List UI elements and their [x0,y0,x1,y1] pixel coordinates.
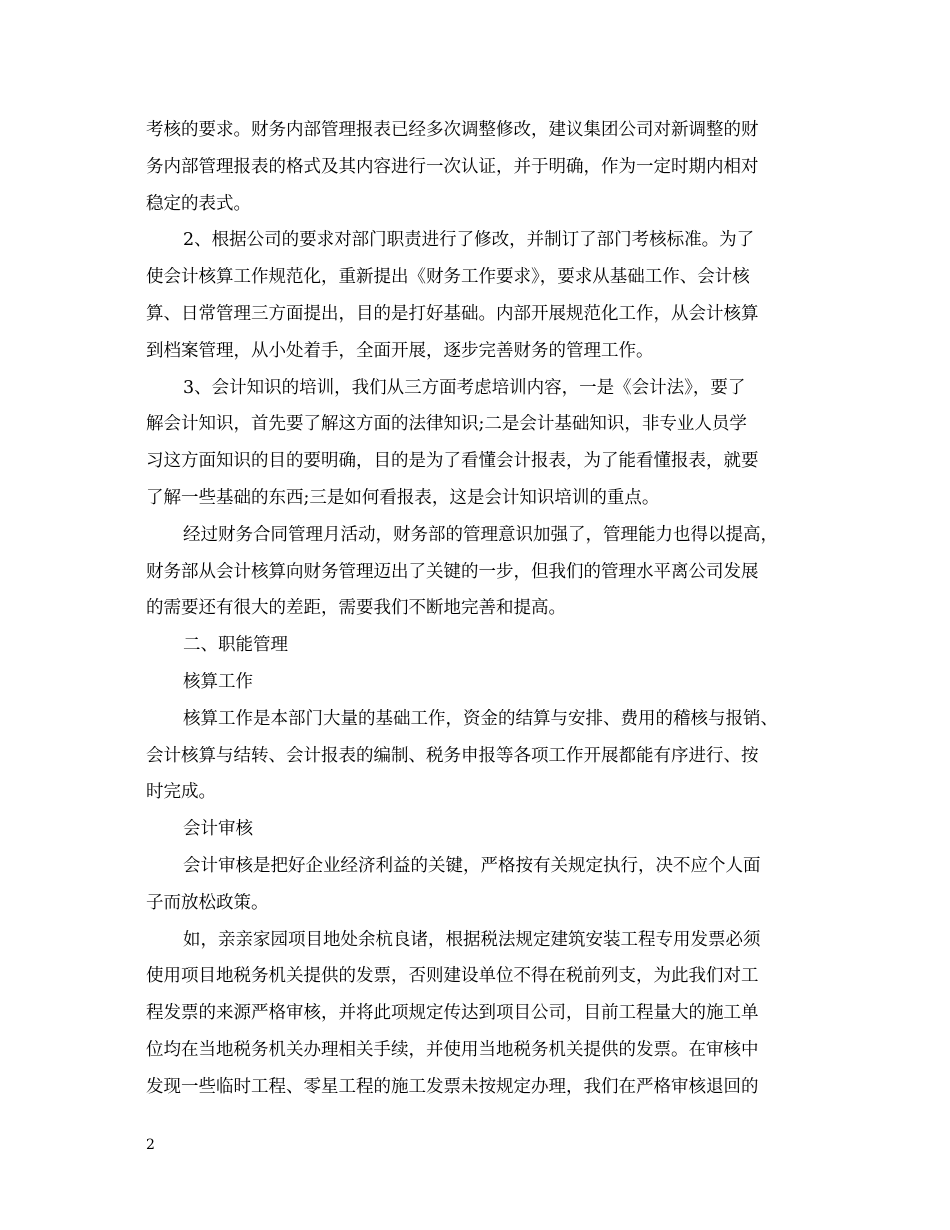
text-line: 程发票的来源严格审核，并将此项规定传达到项目公司，目前工程量大的施工单 [146,1003,759,1024]
text-line: 考核的要求。财务内部管理报表已经多次调整修改，建议集团公司对新调整的财 [146,120,759,140]
text-line: 了解一些基础的东西;三是如何看报表，这是会计知识培训的重点。 [146,487,660,508]
text-line: 核算工作是本部门大量的基础工作，资金的结算与安排、费用的稽核与报销、 [183,708,778,729]
text-line: 解会计知识，首先要了解这方面的法律知识;二是会计基础知识，非专业人员学 [146,414,747,435]
text-line: 财务部从会计核算向财务管理迈出了关键的一步，但我们的管理水平离公司发展 [146,561,759,582]
text-line: 3、会计知识的培训，我们从三方面考虑培训内容，一是《会计法》，要了 [183,377,746,398]
text-line: 务内部管理报表的格式及其内容进行一次认证，并于明确，作为一定时期内相对 [146,156,759,177]
text-line: 到档案管理，从小处着手，全面开展，逐步完善财务的管理工作。 [146,340,654,361]
text-line: 的需要还有很大的差距，需要我们不断地完善和提高。 [146,598,566,619]
text-line: 算、日常管理三方面提出，目的是打好基础。内部开展规范化工作，从会计核算 [146,303,759,324]
text-line: 子而放松政策。 [146,892,269,913]
text-line: 习这方面知识的目的要明确，目的是为了看懂会计报表，为了能看懂报表，就要 [146,451,759,472]
text-line: 使用项目地税务机关提供的发票，否则建设单位不得在税前列支，为此我们对工 [146,966,759,987]
text-line: 使会计核算工作规范化，重新提出《财务工作要求》，要求从基础工作、会计核 [146,267,750,288]
text-line: 经过财务合同管理月活动，财务部的管理意识加强了，管理能力也得以提高， [183,524,778,545]
text-line: 时完成。 [146,782,216,803]
text-line: 2、根据公司的要求对部门职责进行了修改，并制订了部门考核标准。为了 [183,230,755,251]
page-number: 2 [146,1137,155,1153]
text-line: 稳定的表式。 [146,193,251,214]
text-line: 会计审核是把好企业经济利益的关键，严格按有关规定执行，决不应个人面 [183,855,761,876]
document-body [146,112,816,1106]
text-line: 会计审核 [183,819,253,840]
text-line: 会计核算与结转、会计报表的编制、税务申报等各项工作开展都能有序进行、按 [146,745,759,766]
text-line: 发现一些临时工程、零星工程的施工发票未按规定办理，我们在严格审核退回的 [146,1076,759,1097]
text-line: 如，亲亲家园项目地处余杭良诸，根据税法规定建筑安装工程专用发票必须 [183,929,761,950]
text-line: 核算工作 [183,671,253,692]
text-line: 位均在当地税务机关办理相关手续，并使用当地税务机关提供的发票。在审核中 [146,1039,759,1060]
text-line: 二、职能管理 [183,635,288,656]
